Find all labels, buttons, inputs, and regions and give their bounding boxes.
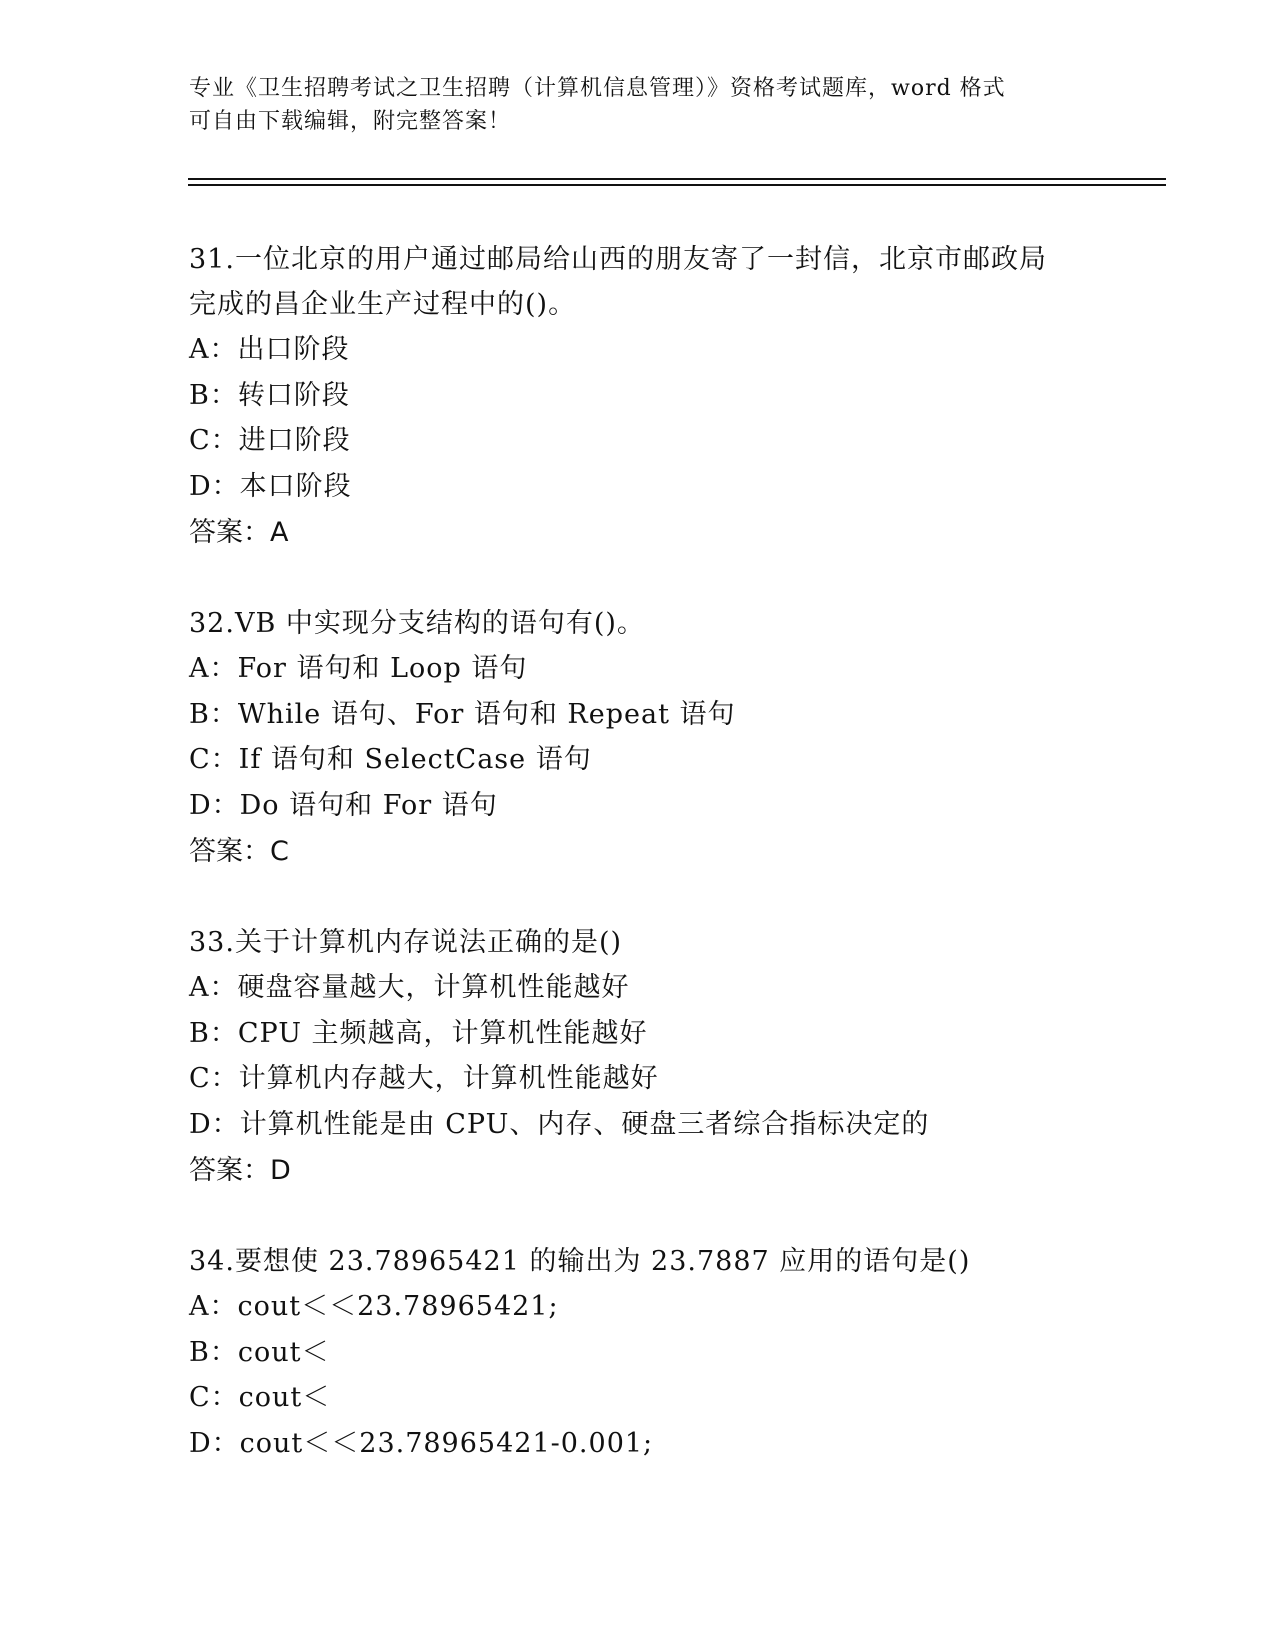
question-block xyxy=(189,601,1149,876)
question-option: D：Do 语句和 For 语句 xyxy=(189,789,498,821)
question-stem: 32.VB 中实现分支结构的语句有()。 xyxy=(189,608,645,639)
question-stem: 34.要想使 23.78965421 的输出为 23.7887 应用的语句是() xyxy=(189,1246,971,1277)
question-stem: 31.一位北京的用户通过邮局给山西的朋友寄了一封信，北京市邮政局 xyxy=(189,244,1047,275)
header-divider-bottom xyxy=(188,184,1166,186)
header-divider-top xyxy=(188,178,1166,180)
document-header xyxy=(189,72,1089,138)
question-option: C：If 语句和 SelectCase 语句 xyxy=(189,744,592,775)
question-option: A：cout＜＜23.78965421; xyxy=(189,1291,559,1322)
question-stem: 完成的昌企业生产过程中的()。 xyxy=(189,289,577,320)
question-option: A：硬盘容量越大，计算机性能越好 xyxy=(189,972,630,1003)
question-option: D：本口阶段 xyxy=(189,470,352,502)
question-stem: 33.关于计算机内存说法正确的是() xyxy=(189,927,623,958)
question-block xyxy=(189,1239,1149,1466)
header-title-line-2: 可自由下载编辑，附完整答案！ xyxy=(189,109,512,134)
question-option: A：For 语句和 Loop 语句 xyxy=(189,653,528,684)
question-option: D：cout＜＜23.78965421-0.001; xyxy=(189,1427,654,1459)
question-option: C：进口阶段 xyxy=(189,425,351,456)
question-option: D：计算机性能是由 CPU、内存、硬盘三者综合指标决定的 xyxy=(189,1108,930,1140)
question-option: C：cout＜ xyxy=(189,1382,331,1413)
header-title-line-1: 专业《卫生招聘考试之卫生招聘（计算机信息管理）》资格考试题库，word 格式 xyxy=(189,76,1006,101)
question-answer: 答案：A xyxy=(189,517,289,548)
question-answer: 答案：C xyxy=(189,836,289,867)
question-option: B：cout＜ xyxy=(189,1336,330,1368)
question-option: B：While 语句、For 语句和 Repeat 语句 xyxy=(189,698,736,730)
question-list xyxy=(189,237,1149,1510)
question-option: B：CPU 主频越高，计算机性能越好 xyxy=(189,1017,648,1049)
question-option: A：出口阶段 xyxy=(189,334,350,365)
question-block xyxy=(189,920,1149,1195)
question-option: B：转口阶段 xyxy=(189,379,350,411)
question-option: C：计算机内存越大，计算机性能越好 xyxy=(189,1063,659,1094)
question-answer: 答案：D xyxy=(189,1155,291,1186)
question-block xyxy=(189,237,1149,557)
